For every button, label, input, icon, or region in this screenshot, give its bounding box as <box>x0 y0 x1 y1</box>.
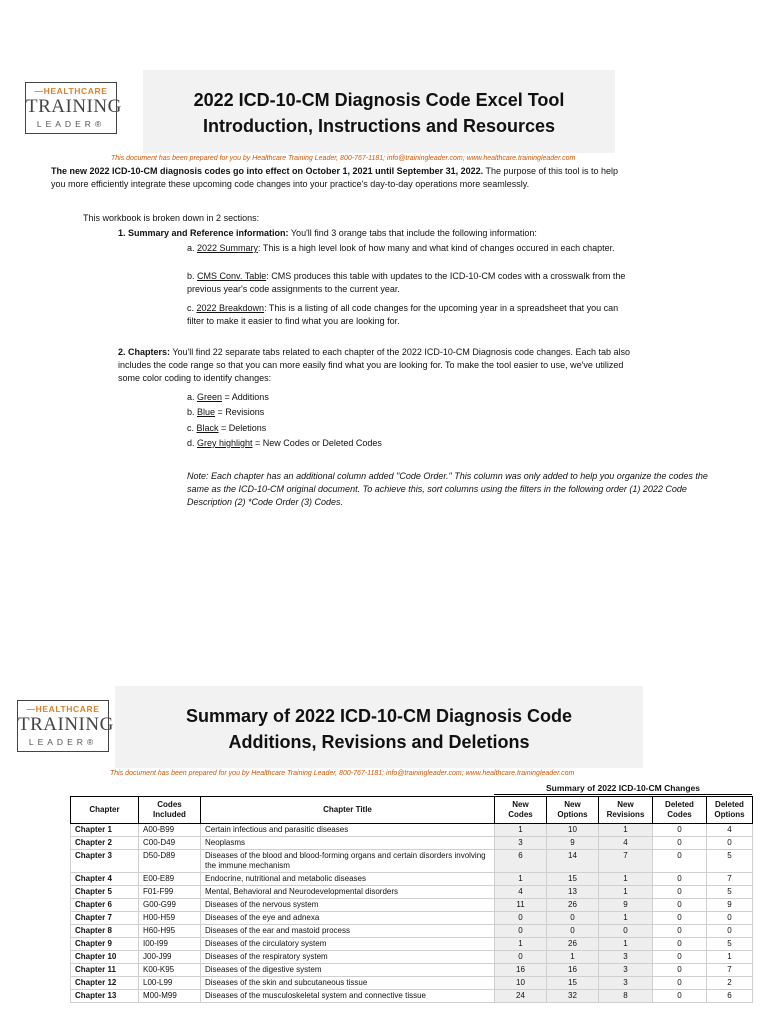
section-1b-text: : CMS produces this table with updates to the ICD-10-CM codes with a crosswalk from the previous year's code assignments to the current year. <box>187 271 626 294</box>
table-cell: 0 <box>599 925 653 938</box>
section-1-rest: You'll find 3 orange tabs that include the following information: <box>288 228 537 238</box>
table-cell: Diseases of the digestive system <box>201 964 495 977</box>
healthcare-training-leader-logo <box>25 82 122 134</box>
section-1-heading <box>118 227 638 240</box>
table-cell: 0 <box>653 873 707 886</box>
table-cell: Diseases of the nervous system <box>201 899 495 912</box>
col-header-codes-included: Codes Included <box>139 797 201 824</box>
table-cell: 1 <box>599 873 653 886</box>
table-cell: M00-M99 <box>139 990 201 1003</box>
table-cell: 0 <box>653 951 707 964</box>
table-cell: 0 <box>653 899 707 912</box>
table-cell: Diseases of the eye and adnexa <box>201 912 495 925</box>
col-header-new-codes: New Codes <box>495 797 547 824</box>
color-code-black <box>187 422 266 435</box>
table-cell: Chapter 2 <box>71 837 139 850</box>
table-cell: Diseases of the circulatory system <box>201 938 495 951</box>
col-header-new-revisions: New Revisions <box>599 797 653 824</box>
page1-credit-line: This document has been prepared for you by Healthcare Training Leader, 800-767-1181; info@trainingleader.com; www.healthcare.trainingleader.com <box>111 155 576 162</box>
breakdown-tab-link[interactable]: 2022 Breakdown <box>196 303 265 313</box>
table-cell: Chapter 8 <box>71 925 139 938</box>
logo2-line-1: —HEALTHCARE <box>26 704 100 714</box>
table-cell: Chapter 13 <box>71 990 139 1003</box>
table-row <box>71 837 753 850</box>
table-cell: 7 <box>707 964 753 977</box>
table-cell: L00-L99 <box>139 977 201 990</box>
table-cell: K00-K95 <box>139 964 201 977</box>
table-cell: 4 <box>495 886 547 899</box>
table-cell: 2 <box>707 977 753 990</box>
table-cell: 7 <box>707 873 753 886</box>
table-cell: 1 <box>707 951 753 964</box>
table-cell: 15 <box>547 977 599 990</box>
table-cell: 26 <box>547 938 599 951</box>
page2-title-band <box>115 686 643 768</box>
section-1b <box>187 270 632 296</box>
table-row <box>71 886 753 899</box>
table-cell: 0 <box>495 925 547 938</box>
color-c-text: = Deletions <box>218 423 267 433</box>
color-d-text: = New Codes or Deleted Codes <box>252 438 382 448</box>
logo-line-1: —HEALTHCARE <box>34 86 108 96</box>
table-cell: 9 <box>707 899 753 912</box>
table-cell: A00-B99 <box>139 824 201 837</box>
summary-tab-link[interactable]: 2022 Summary <box>197 243 259 253</box>
table-cell: Diseases of the ear and mastoid process <box>201 925 495 938</box>
logo-line-3: LEADER® <box>36 119 106 129</box>
table-cell: Chapter 12 <box>71 977 139 990</box>
table-cell: Chapter 1 <box>71 824 139 837</box>
table-cell: 4 <box>599 837 653 850</box>
color-code-grey <box>187 437 382 450</box>
healthcare-training-leader-logo-2 <box>17 700 114 752</box>
table-cell: 6 <box>495 850 547 873</box>
table-cell: 9 <box>599 899 653 912</box>
table-cell: 3 <box>599 977 653 990</box>
section-2-paragraph <box>118 346 638 385</box>
workbook-line: This workbook is broken down in 2 sections: <box>83 213 260 223</box>
table-cell: 0 <box>653 837 707 850</box>
col-header-deleted-codes: Deleted Codes <box>653 797 707 824</box>
color-b-text: = Revisions <box>215 407 265 417</box>
section-1b-prefix: b. <box>187 271 198 281</box>
table-cell: 1 <box>547 951 599 964</box>
table-cell: 0 <box>653 925 707 938</box>
table-cell: Diseases of the blood and blood-forming organs and certain disorders involving the immune mechanism <box>201 850 495 873</box>
blue-label: Blue <box>197 407 216 417</box>
table-cell: Diseases of the musculoskeletal system and connective tissue <box>201 990 495 1003</box>
table-cell: I00-I99 <box>139 938 201 951</box>
table-cell: 0 <box>653 824 707 837</box>
table-cell: F01-F99 <box>139 886 201 899</box>
table-cell: 9 <box>547 837 599 850</box>
table-cell: 0 <box>707 837 753 850</box>
table-row <box>71 912 753 925</box>
section-2-rest: You'll find 22 separate tabs related to each chapter of the 2022 ICD-10-CM Diagnosis code changes. Each tab also includes the code range so that you can more easily find what you are looking for. To make the tool easier to use, we've utilized some color coding to identify changes: <box>118 347 631 383</box>
table-cell: G00-G99 <box>139 899 201 912</box>
table-cell: 0 <box>653 977 707 990</box>
table-cell: 15 <box>547 873 599 886</box>
table-cell: 16 <box>495 964 547 977</box>
table-cell: 1 <box>495 824 547 837</box>
table-cell: 5 <box>707 886 753 899</box>
table-cell: Diseases of the skin and subcutaneous tissue <box>201 977 495 990</box>
table-row <box>71 873 753 886</box>
col-header-chapter-title: Chapter Title <box>201 797 495 824</box>
section-1a-prefix: a. <box>187 243 198 253</box>
table-cell: Chapter 4 <box>71 873 139 886</box>
table-cell: 16 <box>547 964 599 977</box>
color-d-prefix: d. <box>187 438 198 448</box>
table-cell: 0 <box>653 850 707 873</box>
color-a-prefix: a. <box>187 392 198 402</box>
table-cell: 8 <box>599 990 653 1003</box>
black-label: Black <box>196 423 219 433</box>
summary-table-supertitle: Summary of 2022 ICD-10-CM Changes <box>494 782 752 795</box>
col-header-new-options: New Options <box>547 797 599 824</box>
table-cell: 1 <box>599 938 653 951</box>
table-cell: 6 <box>707 990 753 1003</box>
table-row <box>71 824 753 837</box>
page2-title-line-2: Additions, Revisions and Deletions <box>228 732 530 752</box>
logo-line-2: TRAINING <box>26 96 122 117</box>
col-header-deleted-options: Deleted Options <box>707 797 753 824</box>
color-code-blue <box>187 406 264 419</box>
section-1a-text: : This is a high level look of how many and what kind of changes occured in each chapter. <box>258 243 615 253</box>
table-cell: 3 <box>599 951 653 964</box>
table-cell: 0 <box>653 964 707 977</box>
table-cell: Endocrine, nutritional and metabolic diseases <box>201 873 495 886</box>
col-header-chapter: Chapter <box>71 797 139 824</box>
intro-bold: The new 2022 ICD-10-CM diagnosis codes go into effect on October 1, 2021 until September 31, 2022. <box>51 166 484 176</box>
green-label: Green <box>197 392 223 402</box>
table-row <box>71 850 753 873</box>
color-b-prefix: b. <box>187 407 198 417</box>
table-cell: 1 <box>599 824 653 837</box>
table-cell: 26 <box>547 899 599 912</box>
page1-title-band <box>143 70 615 153</box>
table-cell: 1 <box>495 938 547 951</box>
table-cell: 32 <box>547 990 599 1003</box>
table-cell: 10 <box>547 824 599 837</box>
table-cell: 11 <box>495 899 547 912</box>
table-cell: E00-E89 <box>139 873 201 886</box>
table-cell: Chapter 3 <box>71 850 139 873</box>
color-code-green <box>187 391 269 404</box>
table-cell: Certain infectious and parasitic diseases <box>201 824 495 837</box>
summary-table <box>70 796 753 1003</box>
table-cell: Chapter 5 <box>71 886 139 899</box>
page1-title-line-1: 2022 ICD-10-CM Diagnosis Code Excel Tool <box>193 90 565 110</box>
table-row <box>71 899 753 912</box>
summary-table-body <box>71 824 753 1003</box>
table-cell: 0 <box>707 912 753 925</box>
logo2-line-3: LEADER® <box>28 737 98 747</box>
table-cell: 10 <box>495 977 547 990</box>
table-cell: Chapter 9 <box>71 938 139 951</box>
table-cell: H60-H95 <box>139 925 201 938</box>
table-cell: Chapter 10 <box>71 951 139 964</box>
table-cell: 0 <box>547 912 599 925</box>
table-cell: 0 <box>547 925 599 938</box>
logo2-line-2: TRAINING <box>18 714 114 735</box>
section-1c-text: : This is a listing of all code changes for the upcoming year in a spreadsheet that you can filter to make it easier to find what you are looking for. <box>187 303 619 326</box>
table-cell: 7 <box>599 850 653 873</box>
table-cell: Chapter 11 <box>71 964 139 977</box>
table-cell: 5 <box>707 938 753 951</box>
color-a-text: = Additions <box>222 392 269 402</box>
table-cell: 1 <box>599 886 653 899</box>
summary-table-header <box>71 797 753 824</box>
page2-title-line-1: Summary of 2022 ICD-10-CM Diagnosis Code <box>185 706 573 726</box>
grey-highlight-label: Grey highlight <box>197 438 253 448</box>
table-cell: J00-J99 <box>139 951 201 964</box>
table-cell: Chapter 6 <box>71 899 139 912</box>
table-cell: Mental, Behavioral and Neurodevelopmental disorders <box>201 886 495 899</box>
table-cell: 0 <box>653 886 707 899</box>
section-2-bold: 2. Chapters: <box>118 347 171 357</box>
table-cell: D50-D89 <box>139 850 201 873</box>
table-cell: H00-H59 <box>139 912 201 925</box>
table-cell: 4 <box>707 824 753 837</box>
table-cell: 5 <box>707 850 753 873</box>
table-cell: 3 <box>495 837 547 850</box>
table-cell: Chapter 7 <box>71 912 139 925</box>
table-cell: 0 <box>495 912 547 925</box>
section-1-bold: 1. Summary and Reference information: <box>118 228 289 238</box>
cms-conv-table-link[interactable]: CMS Conv. Table <box>197 271 267 281</box>
table-cell: 0 <box>653 990 707 1003</box>
intro-rest: The purpose of this tool is to help you more efficiently integrate these upcoming code changes into your practice's day-to-day operations more seamlessly. <box>51 166 619 189</box>
color-c-prefix: c. <box>187 423 197 433</box>
table-row <box>71 938 753 951</box>
table-row <box>71 977 753 990</box>
table-cell: 13 <box>547 886 599 899</box>
page1-title-line-2: Introduction, Instructions and Resources <box>202 116 556 136</box>
table-cell: 14 <box>547 850 599 873</box>
intro-paragraph <box>51 165 631 191</box>
table-cell: 0 <box>495 951 547 964</box>
table-cell: 0 <box>707 925 753 938</box>
section-1c <box>187 302 637 328</box>
table-row <box>71 951 753 964</box>
table-cell: 0 <box>653 938 707 951</box>
table-cell: 3 <box>599 964 653 977</box>
table-row <box>71 925 753 938</box>
table-cell: Diseases of the respiratory system <box>201 951 495 964</box>
table-row <box>71 990 753 1003</box>
table-row <box>71 964 753 977</box>
page2-credit-line: This document has been prepared for you by Healthcare Training Leader, 800-767-1181; info@trainingleader.com; www.healthcare.trainingleader.com <box>110 770 575 777</box>
table-cell: 1 <box>599 912 653 925</box>
table-cell: Neoplasms <box>201 837 495 850</box>
table-cell: 1 <box>495 873 547 886</box>
table-cell: C00-D49 <box>139 837 201 850</box>
section-1a <box>187 242 632 255</box>
code-order-note: Note: Each chapter has an additional column added "Code Order." This column was only added to help you organize the codes the same as the ICD-10-CM original document. To achieve this, sort columns using the filters in the following order (1) 2022 Code Description (2) *Code Order (3) Codes. <box>187 471 708 507</box>
table-cell: 0 <box>653 912 707 925</box>
section-1c-prefix: c. <box>187 303 197 313</box>
table-cell: 24 <box>495 990 547 1003</box>
